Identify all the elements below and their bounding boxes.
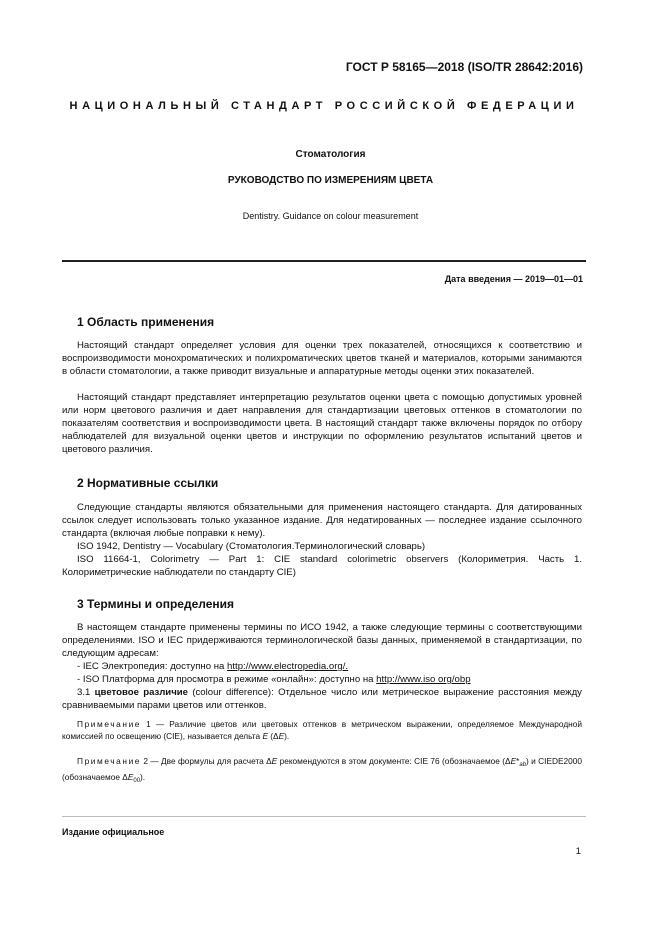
term-number: 3.1 (77, 687, 95, 698)
section-1-paragraph-1: Настоящий стандарт определяет условия для оценки трех показателей, относящихся к соответствию и воспроизводимости монохроматических и полихроматических цветов тканей и материалов, которыми занимаются в области стоматологии, а также приводит визуальные и аппаратурные методы оценки этих показателей. (62, 340, 582, 377)
section-2-paragraph-1: Следующие стандарты являются обязательными для применения настоящего стандарта. Для датированных ссылок следует использовать только указанное издание. Для недатированных — последнее издание ссылочного стандарта (включая любые поправки к нему). (62, 502, 582, 539)
note-1-label: Примечание (77, 719, 142, 729)
subject-title: Стоматология (295, 149, 366, 160)
electropedia-link[interactable]: http://www.electropedia.org/. (227, 661, 349, 672)
iec-address-text: - IEC Электропедия: доступно на (77, 661, 228, 672)
section-3-paragraph-1: В настоящем стандарте применены термины по ИСО 1942, а также следующие термины с соответствующими определениями. ISO и IEC придерживаются терминологической базы данных, применяемой в стандартизации, по следующим адресам: (62, 622, 582, 659)
document-id: ГОСТ Р 58165—2018 (ISO/TR 28642:2016) (345, 60, 583, 74)
note-2: Примечание 2 — Две формулы для расчета ΔE рекомендуются в этом документе: CIE 76 (обозначаемое $(\Delta E*_{ab})$ и CIEDE2000 (обозначаемое $\Delta E_{00}$). (62, 756, 582, 784)
footer-rule (62, 816, 586, 817)
header-rule (62, 260, 586, 262)
iso-obp-link[interactable]: http://www.iso org/obp (376, 674, 471, 685)
official-edition-label: Издание официальное (62, 827, 165, 837)
term-name: цветовое различие (94, 687, 188, 698)
reference-iso-11664-1: ISO 11664-1, Colorimetry — Part 1: CIE standard colorimetric observers (Колориметрия. Часть 1. Колориметрические наблюдатели по стандарту CIE) (62, 554, 582, 578)
term-3-1 (62, 686, 582, 712)
national-standard-heading: НАЦИОНАЛЬНЫЙ СТАНДАРТ РОССИЙСКОЙ ФЕДЕРАЦИИ (69, 100, 579, 112)
document-title: РУКОВОДСТВО ПО ИЗМЕРЕНИЯМ ЦВЕТА (227, 175, 434, 186)
iso-address-line (62, 673, 582, 686)
reference-iso-1942: ISO 1942, Dentistry — Vocabulary (Стоматология.Терминологический словарь) (77, 541, 426, 552)
note-2-label: Примечание (77, 756, 142, 766)
section-2-heading: 2 Нормативные ссылки (77, 476, 219, 490)
section-3-heading: 3 Термины и определения (77, 597, 235, 611)
section-1-heading: 1 Область применения (77, 315, 215, 329)
note-1: Примечание 1 — Различие цветов или цветовых оттенков в метрическом выражении, определяемое Международной комиссией по освещению (CIE), называется дельта E (ΔE). (62, 719, 582, 741)
iec-address-line (62, 660, 582, 673)
section-1-paragraph-2: Настоящий стандарт представляет интерпретацию результатов оценки цвета с помощью допустимых уровней или норм цветового различия и дает направления для стандартизации цветовых оттенков в стоматологии по показателям соответствия и воспроизводимости цвета. В настоящий стандарт также включены порядок по отбору наблюдателей для визуальной оценки цветов и инструкции по оформлению результатов испытаний цветов и цветового различия. (62, 392, 582, 455)
iso-address-text: - ISO Платформа для просмотра в режиме «онлайн»: доступно на (77, 674, 377, 685)
page-number: 1 (575, 846, 581, 857)
term-definition: (colour difference): Отдельное число или метрическое выражение расстояния между сравниваемыми парами цветов или оттенков. (62, 687, 582, 711)
english-title: Dentistry. Guidance on colour measurement (242, 211, 419, 221)
intro-date: Дата введения — 2019—01—01 (444, 274, 583, 284)
